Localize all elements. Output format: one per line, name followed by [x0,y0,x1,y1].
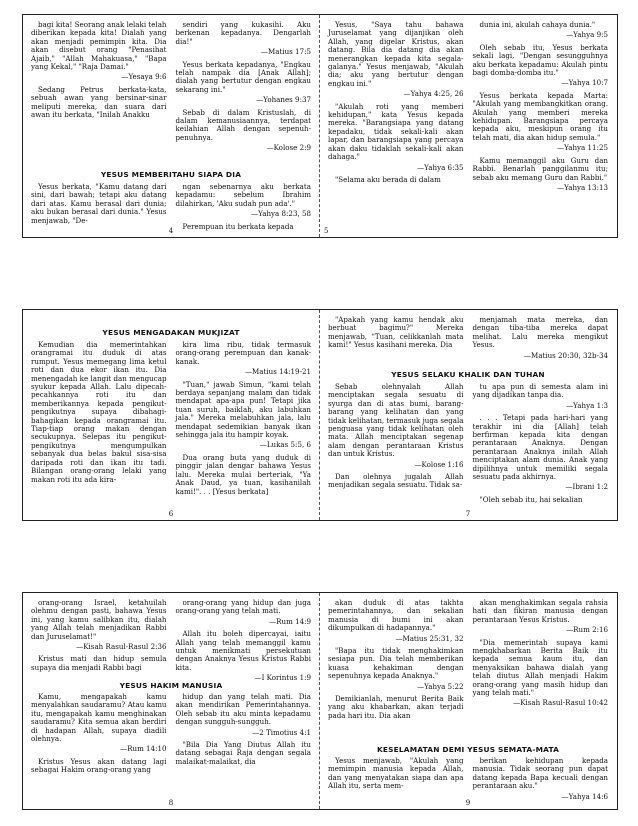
text-paragraph: Yesus, "Saya tahu bahawa Juruselamat yang dijanjikan oleh Allah, yang digelar Kristus, akan datang. Bila dia datang dia akan menerangkan kepada kita segala-galanya." Yesus menjawab, "Akulah dia; aku yang bertutur dengan engkau ini." [328,20,464,88]
column-left [328,757,464,795]
column-right [472,756,609,801]
scripture-reference: —Matius 17:5 [260,47,311,57]
section-heading: YESUS MEMBERITAHU SIAPA DIA [100,170,242,179]
scripture-reference: —Rum 2:16 [566,625,608,635]
text-paragraph: "Akulah roti yang memberi kehidupan," kata Yesus kepada mereka. "Barangsiapa yang datang kepadaku, tidak sekali-kali akan lapar, dan barangsiapa yang percaya akan daku tidaklah sekali-kali akan dahaga." [328,101,464,162]
text-paragraph: Kristus Yesus akan datang lagi sebagai Hakim orang-orang yang [31,756,167,775]
text-paragraph: akan menghakimkan segala rahsia hati dan fikiran manusia dengan perantaraan Yesus Kristus. [472,598,608,624]
text-paragraph: "Bapa itu tidak menghakimkan sesiapa pun. Dia telah memberikan kuasa kehakiman dengan sepenuhnya kepada Anaknya." [328,646,464,681]
column-right [473,316,609,362]
text-paragraph: akan duduk di atas takhta pemerintahannya, dan sekalian manusia di bumi ini akan dikumpulkan di hadapannya." [328,598,464,633]
column-right [175,182,312,231]
text-paragraph: Sebab di dalam Kristuslah, di dalam kemanusiaannya, terdapat keilahian Allah dengan sepenuh-penuhnya. [175,107,311,142]
text-paragraph: . . . Tetapi pada hari-hari yang terakhir ini dia [Allah] telah berfirman kepada kita dengan perantaraan Anaknya. Dengan perantaraan Anaknya inilah Allah menciptakan alam dunia. Anak yang dipilihnya untuk memiliki segala sesuatu pada akhirnya. [472,413,608,482]
scripture-reference: —Yahya 9:5 [566,30,608,40]
text-paragraph: Yesus berkata kepada Marta: "Akulah yang membangkitkan orang. Akulah yang memberi mereka kehidupan. Barangsiapa percaya kepada aku, meskipun orang itu telah mati, dia akan hidup semula." [472,90,608,142]
scripture-reference: —Yahya 5:22 [417,681,464,691]
column-right [473,383,609,506]
page-number: 8 [168,799,174,807]
column-left [328,21,464,223]
column-left [328,383,464,506]
text-paragraph: dunia ini, akulah cahaya dunia." [479,20,596,29]
text-paragraph: Kamu, mengapakah kamu menyalahkan saudaramu? Atau kamu itu, mengapakah kamu menghinakan saudaramu? Kita semua akan berdiri di hadapan Allah, supaya diadili olehnya. [31,692,167,744]
scripture-reference: —Yahya 4:25, 26 [403,89,464,99]
section-heading: YESUS HAKIM MANUSIA [119,681,223,690]
text-paragraph: "Tuan," jawab Simun, "kami telah berdaya sepanjang malam dan tidak mendapat apa-apa pun! Tetapi jika tuan suruh, baiklah, aku labuhkan jala." Mereka melabuhkan jala, lalu mendapat sedemikian banyak ikan sehingga jala itu hampir koyak. [175,379,311,440]
booklet-sheet-1 [22,14,618,238]
scripture-reference: —Yahya 14:6 [561,791,608,801]
scripture-reference: —Matius 20:30, 32b-34 [523,350,608,360]
text-paragraph: tu apa pun di semesta alam ini yang dijadikan tanpa dia. [472,382,608,400]
page-number: 9 [465,799,471,807]
text-paragraph: Oleh sebab itu, Yesus berkata sekali lagi, "Dengan sesungguhnya aku berkata kepadamu: Akulah pintu bagi domba-domba itu." [472,42,608,78]
booklet-sheet-2 [22,309,618,521]
section-heading: YESUS MENGADAKAN MUKJIZAT [102,328,240,337]
scripture-reference: —Kisah Rasul-Rasul 2:36 [76,642,167,652]
text-paragraph: Kristus mati dan hidup semula supaya dia menjadi Rabbi bagi [31,654,167,672]
text-paragraph: ngan sebenarnya aku berkata kepadamu: sebelum Ibrahim dilahirkan, 'Aku sudah pun ada'." [175,182,311,208]
text-paragraph: orang-orang yang hidup dan juga orang-orang yang telah mati. [175,598,311,616]
text-paragraph: "Selama aku berada di dalam [335,174,441,184]
scripture-reference: —Matius 25:31, 32 [395,633,464,643]
text-paragraph: "Apakah yang kamu hendak aku berbuat bagimu?" Mereka menjawab, "Tuan, celikkanlah mata kami!" Yesus kasihani mereka. Dia [328,315,464,350]
scripture-reference: —2 Timotius 4:1 [252,727,311,737]
column-left [31,341,167,506]
text-paragraph: "Bila Dia Yang Diutus Allah itu datang sebagai Raja dengan segala malaikat-malaikat, dia [175,740,311,766]
page-4 [23,15,319,237]
text-paragraph: sendiri yang kukasihi. Aku berkenan kepadanya. Dengarlah dia!" [175,20,311,46]
scripture-reference: —Yahya 10:7 [561,78,608,88]
scripture-reference: —Yesaya 9:6 [121,72,167,82]
page-number: 4 [168,227,174,235]
page-5 [320,15,616,237]
text-paragraph: "Oleh sebab itu, hai sekalian [479,494,583,504]
text-paragraph: Kamu memanggil aku Guru dan Rabbi. Benarlah panggilanmu itu; sebab aku memang Guru dan Rabbi." [472,155,608,182]
booklet-sheet-3 [22,592,618,810]
scripture-reference: —I Korintus 1:9 [254,673,311,683]
text-paragraph: orang-orang Israel, ketahuilah olehmu dengan pasti, bahawa Yesus ini, yang kamu salibkan itu, dialah yang Allah telah menjadikan Rabbi dan Juruselamat!" [31,598,167,641]
scripture-reference: —Kolose 1:16 [414,459,464,469]
text-paragraph: Yesus menjawab, "Akulah yang memimpin manusia kepada Allah, dan yang menyatakan siapa dan apa Allah itu, serta mem- [328,756,464,791]
text-paragraph: Dua orang buta yang duduk di pinggir jalan dengar bahawa Yesus lalu. Mereka mulai berteriak, "Ya Anak Daud, ya tuan, kasihanilah kami!". . . [Yesus berkata] [175,452,311,496]
text-paragraph: Dan olehnya jugalah Allah menjadikan segala sesuatu. Tidak sa- [328,472,464,490]
column-left [31,183,167,225]
column-right [473,599,609,743]
column-left [31,693,167,795]
column-left [328,599,464,743]
text-paragraph: hidup dan yang telah mati. Dia akan mendirikan Pemerintahannya. Oleh sebab itu aku minta kepadamu dengan sungguh-sungguh. [175,692,311,727]
column-right [473,21,609,223]
text-paragraph: Sebab olehnyalah Allah menciptakan segala sesuatu di syurga dan di atas bumi, barang-barang yang kelihatan dan yang tidak kelihatan, termasuk juga segala penguasa yang tidak kelihatan oleh mata. Allah menciptakan segenap alam dengan perantaraan Kristus dan untuk Kristus. [328,382,464,459]
page-number: 5 [324,227,329,235]
scripture-reference: —Yahya 13:13 [557,182,608,192]
scripture-reference: —Yohanes 9:37 [256,95,311,105]
page-number: 7 [465,510,471,518]
scripture-reference: —Rum 14:10 [120,744,167,754]
text-paragraph: Demikianlah, menurut Berita Baik yang aku khabarkan, akan terjadi pada hari itu. Dia akan [328,694,464,720]
scripture-reference: —Matius 14:19-21 [244,367,311,377]
text-paragraph: berikan kehidupan kepada manusia. Tidak seorang pun dapat datang kepada Bapa kecuali dengan perantaraan aku." [472,756,608,791]
text-paragraph: Yesus berkata kepadanya, "Engkau telah nampak dia [Anak Allah]; dialah yang bertutur dengan engkau sekarang ini." [175,59,311,94]
scripture-reference: —Yahya 8:23, 58 [251,209,311,219]
section-heading: KESELAMATAN DEMI YESUS SEMATA-MATA [376,745,560,754]
page-6 [23,310,319,520]
column-right [176,341,312,506]
scripture-reference: —Yahya 1:3 [566,400,608,410]
text-paragraph: "Dia memerintah supaya kami mengkhabarkan Berita Baik itu kepada semua kaum itu, dan menyaksikan bahawa dialah yang telah diutus Allah menjadi Hakim orang-orang yang masih hidup dan yang telah mati." [472,637,608,698]
column-right [176,693,312,795]
text-paragraph: Sedang Petrus berkata-kata, sebuah awan yang bersinar-sinar meliputi mereka, dan suara dari awan itu berkata, "Inilah Anakku [31,84,167,120]
text-paragraph: Perempuan itu berkata kepada [182,221,294,231]
scripture-reference: —Kolose 2:9 [266,143,311,153]
scripture-reference: —Rum 14:9 [269,616,311,626]
section-heading: YESUS SELAKU KHALIK DAN TUHAN [391,370,545,379]
page-7 [320,310,616,520]
scripture-reference: —Ibrani 1:2 [565,482,608,492]
scripture-reference: —Lukas 5:5, 6 [259,440,311,450]
text-paragraph: kira lima ribu, tidak termasuk orang-orang perempuan dan kanak-kanak. [175,340,311,366]
scripture-reference: —Yahya 11:25 [557,143,608,153]
column-left [31,20,167,120]
column-right [175,598,312,683]
scripture-reference: —Yahya 6:35 [417,162,464,172]
scripture-reference: —Kisah Rasul-Rasul 10:42 [513,698,608,708]
text-paragraph: menjamah mata mereka, dan dengan tiba-tiba mereka dapat melihat. Lalu mereka mengikut Yesus. [472,315,608,350]
text-paragraph: bagi kita! Seorang anak lelaki telah diberikan kepada kita! Dialah yang akan menjadi pemimpin kita. Dia akan disebut orang "Penasihat Ajaib," "Allah Mahakuasa," "Bapa yang Kekal," "Raja Damai." [31,20,167,72]
page-number: 6 [168,510,174,518]
text-paragraph: Kemudian dia memerintahkan orangramai itu duduk di atas rumput. Yesus memegang lima ketul roti dan dua ekor ikan itu. Dia menengadah ke langit dan mengucap syukur kepada Allah. Lalu dipecah-pecahkannya roti itu dan memberikannya kepada pengikut-pengikutnya supaya dibahagi-bahagikan kepada orangramai itu. Tiap-tiap orang makan dengan secukupnya. Selepas itu pengikut-pengikutnya mengumpulkan sebanyak dua belas bakul sisa-sisa daripada roti dan ikan itu tadi. Bilangan orang-orang lelaki yang makan roti itu ada kira- [31,340,167,484]
column-left [31,599,167,679]
text-paragraph: Allah itu boleh dipercayai, iaitu Allah yang telah memanggil kamu untuk menikmati persekutuan dengan Anaknya Yesus Kristus Rabbi kita. [175,629,311,672]
page-9 [320,593,616,809]
page-8 [23,593,319,809]
column-right [175,20,312,153]
column-left [328,316,464,362]
text-paragraph: Yesus berkata, "Kamu datang dari sini, dari bawah; tetapi aku datang dari atas. Kamu berasal dari dunia; aku bukan berasal dari dunia." Yesus menjawab, "De- [31,182,167,225]
